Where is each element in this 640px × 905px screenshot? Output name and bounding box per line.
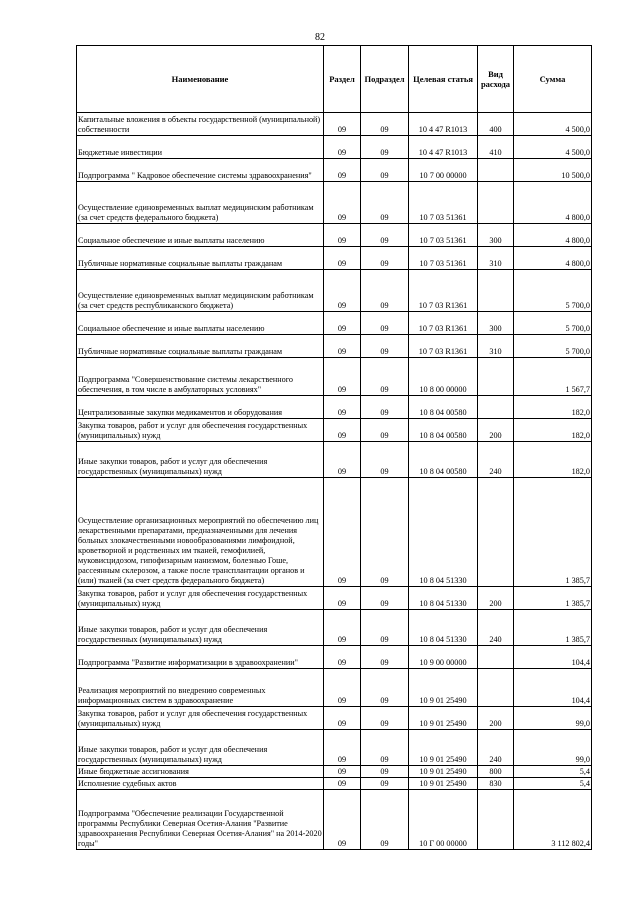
cell-name: Закупка товаров, работ и услуг для обеспечения государственных (муниципальных) нужд bbox=[77, 419, 324, 442]
cell-sum: 1 567,7 bbox=[514, 358, 592, 396]
cell-sum: 182,0 bbox=[514, 442, 592, 478]
cell-type: 200 bbox=[478, 587, 514, 610]
cell-name: Реализация мероприятий по внедрению современных информационных систем в здравоохранение bbox=[77, 669, 324, 707]
cell-subsection: 09 bbox=[361, 478, 409, 587]
table-row bbox=[77, 396, 592, 419]
cell-target: 10 9 01 25490 bbox=[409, 669, 478, 707]
cell-name: Подпрограмма " Кадровое обеспечение системы здравоохранения" bbox=[77, 159, 324, 182]
cell-sum: 4 500,0 bbox=[514, 113, 592, 136]
cell-type: 800 bbox=[478, 766, 514, 778]
table-row bbox=[77, 270, 592, 312]
cell-sum: 99,0 bbox=[514, 707, 592, 730]
cell-subsection: 09 bbox=[361, 790, 409, 850]
cell-subsection: 09 bbox=[361, 224, 409, 247]
cell-target: 10 9 01 25490 bbox=[409, 730, 478, 766]
page-number: 82 bbox=[315, 32, 325, 43]
cell-sum: 3 112 802,4 bbox=[514, 790, 592, 850]
cell-subsection: 09 bbox=[361, 730, 409, 766]
table-row bbox=[77, 159, 592, 182]
cell-type: 830 bbox=[478, 778, 514, 790]
cell-name: Иные бюджетные ассигнования bbox=[77, 766, 324, 778]
budget-table bbox=[76, 45, 592, 850]
cell-subsection: 09 bbox=[361, 587, 409, 610]
cell-target: 10 8 04 51330 bbox=[409, 478, 478, 587]
cell-name: Публичные нормативные социальные выплаты гражданам bbox=[77, 247, 324, 270]
table-row bbox=[77, 442, 592, 478]
cell-sum: 5,4 bbox=[514, 778, 592, 790]
cell-type bbox=[478, 270, 514, 312]
cell-section: 09 bbox=[324, 136, 361, 159]
cell-name: Централизованные закупки медикаментов и оборудования bbox=[77, 396, 324, 419]
cell-subsection: 09 bbox=[361, 669, 409, 707]
cell-section: 09 bbox=[324, 396, 361, 419]
cell-target: 10 7 03 51361 bbox=[409, 182, 478, 224]
table-row bbox=[77, 646, 592, 669]
cell-subsection: 09 bbox=[361, 113, 409, 136]
header-type: Вид расхода bbox=[478, 46, 514, 113]
cell-name: Закупка товаров, работ и услуг для обеспечения государственных (муниципальных) нужд bbox=[77, 587, 324, 610]
cell-sum: 1 385,7 bbox=[514, 587, 592, 610]
cell-subsection: 09 bbox=[361, 778, 409, 790]
cell-name: Капитальные вложения в объекты государственной (муниципальной) собственности bbox=[77, 113, 324, 136]
table-row bbox=[77, 247, 592, 270]
cell-sum: 10 500,0 bbox=[514, 159, 592, 182]
cell-type: 310 bbox=[478, 335, 514, 358]
cell-name: Осуществление единовременных выплат медицинским работникам (за счет средств федерального бюджета) bbox=[77, 182, 324, 224]
cell-type: 240 bbox=[478, 730, 514, 766]
header-sum: Сумма bbox=[514, 46, 592, 113]
cell-target: 10 7 03 51361 bbox=[409, 247, 478, 270]
cell-section: 09 bbox=[324, 766, 361, 778]
table-row bbox=[77, 587, 592, 610]
header-section: Раздел bbox=[324, 46, 361, 113]
cell-name: Подпрограмма "Развитие информатизации в здравоохранении" bbox=[77, 646, 324, 669]
cell-name: Осуществление единовременных выплат медицинским работникам (за счет средств республиканского бюджета) bbox=[77, 270, 324, 312]
cell-type bbox=[478, 358, 514, 396]
table-row bbox=[77, 358, 592, 396]
cell-target: 10 9 00 00000 bbox=[409, 646, 478, 669]
cell-type: 310 bbox=[478, 247, 514, 270]
cell-sum: 1 385,7 bbox=[514, 610, 592, 646]
cell-type bbox=[478, 159, 514, 182]
cell-type: 240 bbox=[478, 610, 514, 646]
cell-section: 09 bbox=[324, 646, 361, 669]
cell-subsection: 09 bbox=[361, 136, 409, 159]
header-target: Целевая статья bbox=[409, 46, 478, 113]
cell-target: 10 7 03 R1361 bbox=[409, 312, 478, 335]
cell-target: 10 8 04 51330 bbox=[409, 610, 478, 646]
cell-type: 400 bbox=[478, 113, 514, 136]
table-row bbox=[77, 730, 592, 766]
table-row bbox=[77, 312, 592, 335]
cell-section: 09 bbox=[324, 358, 361, 396]
cell-name: Публичные нормативные социальные выплаты гражданам bbox=[77, 335, 324, 358]
cell-section: 09 bbox=[324, 610, 361, 646]
table-header-row bbox=[77, 46, 592, 113]
cell-type bbox=[478, 478, 514, 587]
cell-name: Иные закупки товаров, работ и услуг для обеспечения государственных (муниципальных) нужд bbox=[77, 610, 324, 646]
cell-section: 09 bbox=[324, 669, 361, 707]
cell-target: 10 Г 00 00000 bbox=[409, 790, 478, 850]
cell-target: 10 9 01 25490 bbox=[409, 778, 478, 790]
cell-target: 10 9 01 25490 bbox=[409, 707, 478, 730]
cell-section: 09 bbox=[324, 113, 361, 136]
table-row bbox=[77, 224, 592, 247]
table-row bbox=[77, 610, 592, 646]
cell-target: 10 8 00 00000 bbox=[409, 358, 478, 396]
table-row bbox=[77, 136, 592, 159]
cell-target: 10 9 01 25490 bbox=[409, 766, 478, 778]
cell-target: 10 8 04 51330 bbox=[409, 587, 478, 610]
cell-type bbox=[478, 396, 514, 419]
header-subsection: Подраздел bbox=[361, 46, 409, 113]
cell-subsection: 09 bbox=[361, 247, 409, 270]
cell-target: 10 7 03 R1361 bbox=[409, 335, 478, 358]
cell-section: 09 bbox=[324, 312, 361, 335]
cell-type: 300 bbox=[478, 312, 514, 335]
cell-section: 09 bbox=[324, 182, 361, 224]
cell-sum: 104,4 bbox=[514, 646, 592, 669]
table-row bbox=[77, 113, 592, 136]
cell-section: 09 bbox=[324, 335, 361, 358]
cell-section: 09 bbox=[324, 778, 361, 790]
cell-name: Закупка товаров, работ и услуг для обеспечения государственных (муниципальных) нужд bbox=[77, 707, 324, 730]
cell-sum: 5 700,0 bbox=[514, 335, 592, 358]
cell-name: Социальное обеспечение и иные выплаты населению bbox=[77, 224, 324, 247]
cell-subsection: 09 bbox=[361, 396, 409, 419]
cell-subsection: 09 bbox=[361, 766, 409, 778]
cell-target: 10 8 04 00580 bbox=[409, 419, 478, 442]
cell-subsection: 09 bbox=[361, 335, 409, 358]
cell-target: 10 4 47 R1013 bbox=[409, 136, 478, 159]
table-row bbox=[77, 669, 592, 707]
cell-name: Осуществление организационных мероприятий по обеспечению лиц лекарственными препаратами, предназначенными для лечения больных злокачественными новообразованиями лимфоидной, кроветворной и родственных им тканей, гемофилией, муковисцидозом, гипофизарным нанизмом, болезнью Гоше, рассеянным склерозом, а также после трансплантации органов и (или) тканей (за счет средств федерального бюджета) bbox=[77, 478, 324, 587]
cell-sum: 5,4 bbox=[514, 766, 592, 778]
cell-name: Подпрограмма "Совершенствование системы лекарственного обеспечения, в том числе в амбулаторных условиях" bbox=[77, 358, 324, 396]
cell-subsection: 09 bbox=[361, 646, 409, 669]
table-row bbox=[77, 778, 592, 790]
cell-target: 10 7 00 00000 bbox=[409, 159, 478, 182]
cell-subsection: 09 bbox=[361, 270, 409, 312]
cell-name: Социальное обеспечение и иные выплаты населению bbox=[77, 312, 324, 335]
cell-target: 10 7 03 R1361 bbox=[409, 270, 478, 312]
cell-subsection: 09 bbox=[361, 707, 409, 730]
cell-type bbox=[478, 182, 514, 224]
cell-subsection: 09 bbox=[361, 358, 409, 396]
cell-target: 10 8 04 00580 bbox=[409, 442, 478, 478]
cell-sum: 99,0 bbox=[514, 730, 592, 766]
cell-section: 09 bbox=[324, 707, 361, 730]
cell-sum: 104,4 bbox=[514, 669, 592, 707]
cell-sum: 4 500,0 bbox=[514, 136, 592, 159]
cell-subsection: 09 bbox=[361, 159, 409, 182]
cell-subsection: 09 bbox=[361, 610, 409, 646]
cell-section: 09 bbox=[324, 419, 361, 442]
cell-sum: 4 800,0 bbox=[514, 224, 592, 247]
cell-target: 10 4 47 R1013 bbox=[409, 113, 478, 136]
cell-type: 300 bbox=[478, 224, 514, 247]
table-row bbox=[77, 335, 592, 358]
table-row bbox=[77, 707, 592, 730]
cell-type: 410 bbox=[478, 136, 514, 159]
cell-name: Иные закупки товаров, работ и услуг для обеспечения государственных (муниципальных) нужд bbox=[77, 442, 324, 478]
cell-type: 200 bbox=[478, 419, 514, 442]
cell-type bbox=[478, 790, 514, 850]
cell-type bbox=[478, 669, 514, 707]
cell-sum: 182,0 bbox=[514, 419, 592, 442]
cell-section: 09 bbox=[324, 587, 361, 610]
cell-target: 10 8 04 00580 bbox=[409, 396, 478, 419]
cell-target: 10 7 03 51361 bbox=[409, 224, 478, 247]
cell-sum: 182,0 bbox=[514, 396, 592, 419]
cell-name: Исполнение судебных актов bbox=[77, 778, 324, 790]
cell-subsection: 09 bbox=[361, 442, 409, 478]
cell-name: Бюджетные инвестиции bbox=[77, 136, 324, 159]
cell-sum: 4 800,0 bbox=[514, 182, 592, 224]
cell-name: Иные закупки товаров, работ и услуг для обеспечения государственных (муниципальных) нужд bbox=[77, 730, 324, 766]
table-row bbox=[77, 478, 592, 587]
cell-section: 09 bbox=[324, 224, 361, 247]
header-name: Наименование bbox=[77, 46, 324, 113]
cell-sum: 5 700,0 bbox=[514, 312, 592, 335]
cell-section: 09 bbox=[324, 247, 361, 270]
cell-section: 09 bbox=[324, 270, 361, 312]
cell-sum: 5 700,0 bbox=[514, 270, 592, 312]
cell-section: 09 bbox=[324, 478, 361, 587]
cell-subsection: 09 bbox=[361, 312, 409, 335]
cell-section: 09 bbox=[324, 790, 361, 850]
cell-type: 200 bbox=[478, 707, 514, 730]
table-row bbox=[77, 182, 592, 224]
cell-section: 09 bbox=[324, 159, 361, 182]
cell-section: 09 bbox=[324, 442, 361, 478]
cell-type bbox=[478, 646, 514, 669]
table-row bbox=[77, 790, 592, 850]
cell-subsection: 09 bbox=[361, 182, 409, 224]
cell-name: Подпрограмма "Обеспечение реализации Государственной программы Республики Северная Осетия-Алания "Развитие здравоохранения Республики Северная Осетия-Алания" на 2014-2020 годы" bbox=[77, 790, 324, 850]
cell-section: 09 bbox=[324, 730, 361, 766]
cell-sum: 1 385,7 bbox=[514, 478, 592, 587]
table-row bbox=[77, 766, 592, 778]
cell-subsection: 09 bbox=[361, 419, 409, 442]
table-row bbox=[77, 419, 592, 442]
cell-type: 240 bbox=[478, 442, 514, 478]
cell-sum: 4 800,0 bbox=[514, 247, 592, 270]
